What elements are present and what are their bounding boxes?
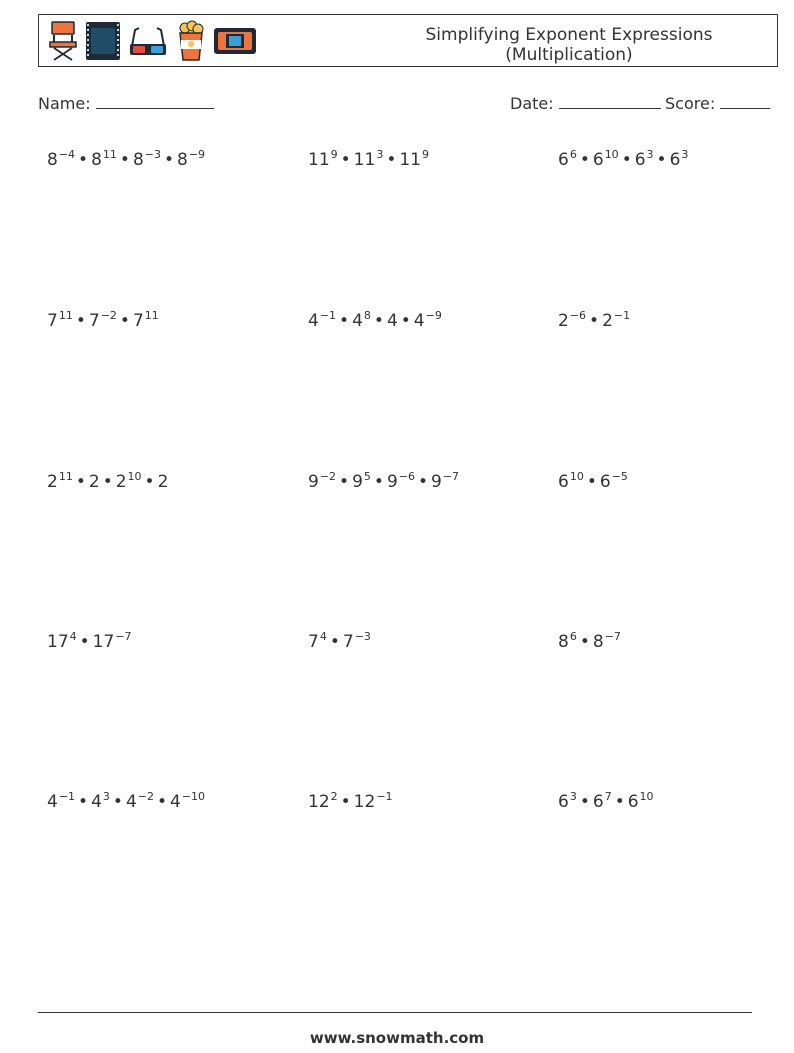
term-exponent: 11: [58, 470, 73, 483]
problem-13: [47, 792, 205, 814]
term-base: 4: [308, 311, 319, 331]
multiply-operator: •: [75, 311, 86, 331]
term-exponent: −6: [398, 470, 415, 483]
problem-9: [558, 472, 628, 494]
name-blank[interactable]: [96, 93, 214, 109]
multiply-operator: •: [329, 632, 340, 652]
term-exponent: 3: [376, 148, 384, 161]
term-exponent: 4: [69, 630, 77, 643]
term-base: 8: [91, 150, 102, 170]
term-exponent: −9: [188, 148, 206, 161]
term-exponent: −7: [115, 630, 132, 643]
term-exponent: −9: [425, 309, 442, 322]
multiply-operator: •: [144, 472, 155, 492]
term-base: 11: [308, 150, 330, 170]
term-exponent: 6: [569, 630, 577, 643]
multiply-operator: •: [589, 311, 600, 331]
problem-7: [47, 472, 168, 494]
term-base: 4: [125, 792, 137, 812]
problem-4: [47, 311, 159, 333]
multiply-operator: •: [656, 150, 667, 170]
term-base: 12: [308, 792, 330, 812]
problem-1: [47, 150, 205, 172]
term-exponent: −1: [319, 309, 337, 322]
term-exponent: −10: [181, 790, 206, 803]
problem-2: [308, 150, 429, 172]
term-base: 7: [132, 311, 144, 331]
problem-5: [308, 311, 442, 333]
name-field[interactable]: [38, 93, 214, 113]
term-exponent: 3: [646, 148, 654, 161]
3d-glasses-icon: [127, 20, 169, 62]
term-base: 7: [47, 311, 58, 331]
multiply-operator: •: [373, 472, 384, 492]
problem-12: [558, 632, 621, 654]
problem-10: [47, 632, 132, 654]
term-base: 2: [88, 472, 100, 492]
term-exponent: −3: [354, 630, 371, 643]
term-base: 6: [634, 150, 646, 170]
footer-url: www.snowmath.com: [309, 1029, 485, 1047]
multiply-operator: •: [579, 632, 590, 652]
multiply-operator: •: [586, 472, 597, 492]
problem-14: [308, 792, 393, 814]
multiply-operator: •: [340, 150, 351, 170]
multiply-operator: •: [112, 792, 123, 812]
term-base: 6: [627, 792, 639, 812]
term-exponent: 3: [102, 790, 110, 803]
term-base: 8: [177, 150, 188, 170]
term-base: 7: [88, 311, 100, 331]
term-exponent: 7: [604, 790, 612, 803]
term-base: 9: [431, 472, 442, 492]
title-main: Simplifying Exponent Expressions: [425, 25, 713, 45]
term-base: 2: [115, 472, 127, 492]
term-exponent: 10: [569, 470, 584, 483]
term-base: 8: [592, 632, 604, 652]
problem-11: [308, 632, 371, 654]
term-exponent: −1: [613, 309, 631, 322]
term-exponent: −1: [58, 790, 76, 803]
multiply-operator: •: [75, 472, 86, 492]
term-base: 8: [558, 632, 569, 652]
term-base: 9: [352, 472, 363, 492]
multiply-operator: •: [579, 792, 590, 812]
term-exponent: 10: [639, 790, 654, 803]
term-exponent: −2: [319, 470, 337, 483]
multiply-operator: •: [119, 311, 130, 331]
problem-6: [558, 311, 630, 333]
term-base: 17: [92, 632, 115, 652]
term-base: 9: [386, 472, 398, 492]
term-base: 4: [352, 311, 363, 331]
multiply-operator: •: [78, 792, 89, 812]
term-base: 6: [669, 150, 681, 170]
term-base: 6: [592, 792, 604, 812]
term-base: 8: [132, 150, 144, 170]
term-exponent: −4: [58, 148, 76, 161]
multiply-operator: •: [339, 472, 350, 492]
date-field[interactable]: [510, 93, 661, 113]
term-base: 17: [47, 632, 69, 652]
term-exponent: 3: [681, 148, 689, 161]
videotape-icon: [213, 20, 257, 62]
problem-3: [558, 150, 688, 172]
worksheet-header: [38, 14, 778, 67]
date-blank[interactable]: [559, 93, 661, 109]
term-exponent: 11: [102, 148, 117, 161]
term-exponent: −7: [442, 470, 460, 483]
term-exponent: 8: [363, 309, 371, 322]
term-base: 7: [342, 632, 354, 652]
header-icons: [47, 20, 257, 62]
multiply-operator: •: [79, 632, 90, 652]
term-exponent: −2: [137, 790, 154, 803]
term-exponent: 5: [363, 470, 371, 483]
term-base: 4: [47, 792, 58, 812]
term-exponent: 9: [330, 148, 338, 161]
multiply-operator: •: [621, 150, 632, 170]
film-frame-icon: [85, 20, 121, 62]
multiply-operator: •: [373, 311, 384, 331]
term-exponent: −7: [604, 630, 621, 643]
title-sub: (Multiplication): [505, 45, 633, 65]
multiply-operator: •: [400, 311, 411, 331]
multiply-operator: •: [579, 150, 590, 170]
term-exponent: 2: [330, 790, 338, 803]
popcorn-icon: [175, 20, 207, 62]
term-base: 4: [386, 311, 398, 331]
term-exponent: 11: [144, 309, 159, 322]
term-exponent: 10: [127, 470, 142, 483]
multiply-operator: •: [614, 792, 625, 812]
term-base: 4: [170, 792, 181, 812]
score-blank[interactable]: [720, 93, 770, 109]
term-base: 11: [399, 150, 421, 170]
score-label: Score:: [665, 94, 716, 113]
term-base: 8: [47, 150, 58, 170]
term-exponent: −2: [100, 309, 117, 322]
name-label: Name:: [38, 94, 91, 113]
term-base: 2: [47, 472, 58, 492]
term-base: 4: [413, 311, 425, 331]
term-base: 4: [91, 792, 102, 812]
term-exponent: −1: [376, 790, 393, 803]
score-field[interactable]: [665, 93, 770, 113]
date-label: Date:: [510, 94, 554, 113]
term-base: 6: [558, 792, 569, 812]
multiply-operator: •: [386, 150, 397, 170]
term-exponent: 10: [604, 148, 619, 161]
term-exponent: 6: [569, 148, 577, 161]
footer-divider: [38, 1012, 752, 1013]
term-base: 11: [353, 150, 376, 170]
term-base: 9: [308, 472, 319, 492]
multiply-operator: •: [78, 150, 89, 170]
term-exponent: −5: [611, 470, 628, 483]
term-base: 6: [558, 472, 569, 492]
term-exponent: 3: [569, 790, 577, 803]
multiply-operator: •: [340, 792, 351, 812]
multiply-operator: •: [156, 792, 168, 812]
multiply-operator: •: [102, 472, 113, 492]
multiply-operator: •: [339, 311, 350, 331]
term-base: 6: [599, 472, 611, 492]
term-base: 6: [558, 150, 569, 170]
term-exponent: 9: [421, 148, 429, 161]
problem-8: [308, 472, 459, 494]
director-chair-icon: [47, 20, 79, 62]
multiply-operator: •: [163, 150, 175, 170]
term-exponent: −6: [569, 309, 587, 322]
term-exponent: 4: [319, 630, 327, 643]
term-base: 2: [157, 472, 169, 492]
term-exponent: −3: [144, 148, 161, 161]
term-base: 6: [592, 150, 604, 170]
multiply-operator: •: [417, 472, 429, 492]
problem-15: [558, 792, 654, 814]
term-exponent: 11: [58, 309, 73, 322]
multiply-operator: •: [119, 150, 130, 170]
term-base: 2: [602, 311, 613, 331]
worksheet-title: [399, 25, 739, 65]
term-base: 12: [353, 792, 376, 812]
term-base: 2: [558, 311, 569, 331]
term-base: 7: [308, 632, 319, 652]
student-info-row: [38, 93, 772, 115]
